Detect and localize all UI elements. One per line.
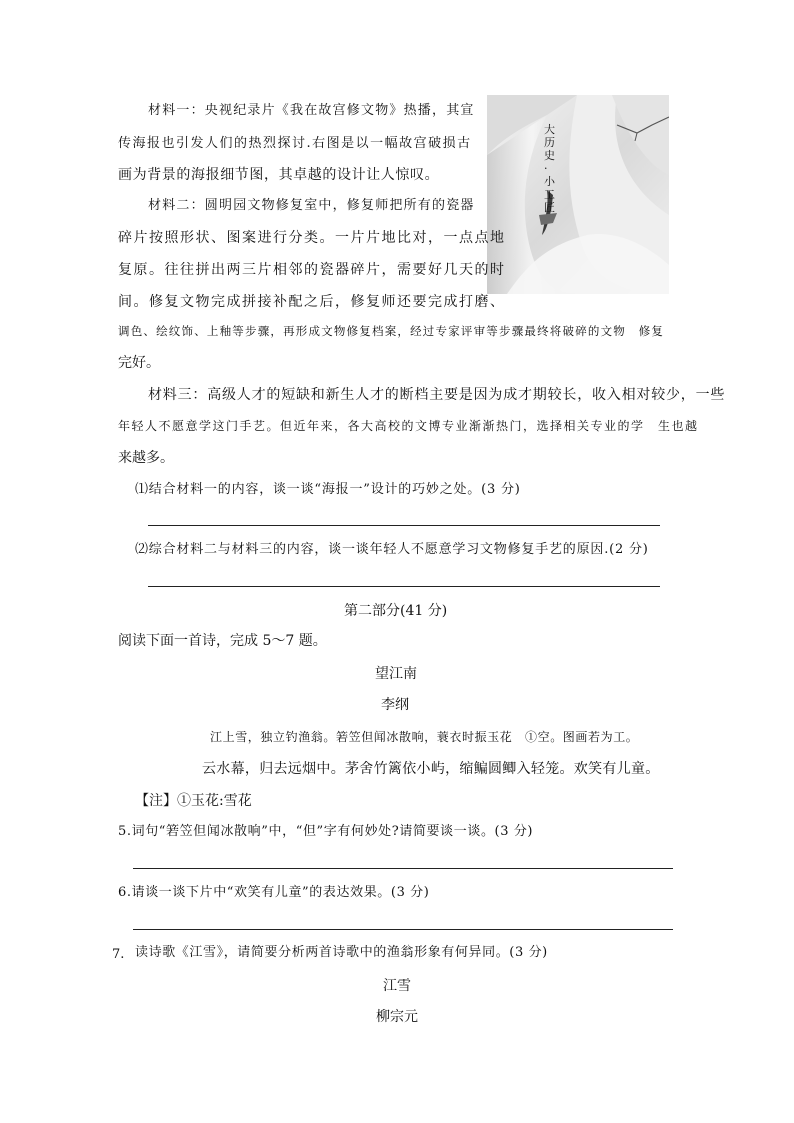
material2-line3: 复原。往往拼出两三片相邻的瓷器碎片，需要好几天的时 bbox=[118, 262, 506, 278]
material1-line3: 画为背景的海报细节图，其卓越的设计让人惊叹。 bbox=[118, 167, 440, 183]
poem2-author: 柳宗元 bbox=[376, 1009, 418, 1025]
poster-label: 大历史·小工匠 bbox=[544, 123, 555, 214]
material2-line1: 材料二：圆明园文物修复室中，修复师把所有的瓷器 bbox=[148, 198, 475, 213]
question-1: ⑴结合材料一的内容，谈一谈“海报一”设计的巧妙之处。(3 分) bbox=[135, 482, 521, 497]
part2-heading: 第二部分(41 分) bbox=[344, 603, 448, 619]
answer-line-q1[interactable] bbox=[148, 525, 660, 526]
poem1-title: 望江南 bbox=[375, 666, 417, 682]
answer-line-q5[interactable] bbox=[133, 868, 673, 869]
material3-line3: 来越多。 bbox=[118, 450, 174, 466]
poem1-line1: 江上雪，独立钓渔翁。箬笠但闻冰散响，蓑衣时振玉花 ①空。图画若为工。 bbox=[210, 730, 639, 744]
material1-line1: 材料一：央视纪录片《我在故宫修文物》热播，其宣 bbox=[148, 103, 475, 118]
material2-line2: 碎片按照形状、图案进行分类。一片片地比对，一点点地 bbox=[118, 230, 506, 246]
material2-line4: 间。修复文物完成拼接补配之后，修复师还要完成打磨、 bbox=[118, 294, 506, 310]
material3-line1: 材料三：高级人才的短缺和新生人才的断档主要是因为成才期较长，收入相对较少，一些 bbox=[148, 387, 726, 403]
question-6: 6.请谈一谈下片中“欢笑有儿童”的表达效果。(3 分) bbox=[118, 885, 430, 900]
part2-intro: 阅读下面一首诗，完成 5～7 题。 bbox=[118, 633, 327, 649]
material1-line2: 传海报也引发人们的热烈探讨.右图是以一幅故宫破损古 bbox=[118, 136, 472, 151]
material2-line5: 调色、绘纹饰、上釉等步骤，再形成文物修复档案，经过专家评审等步骤最终将破碎的文物 修复 bbox=[118, 324, 665, 338]
answer-line-q6[interactable] bbox=[133, 929, 673, 930]
poster-image bbox=[487, 95, 669, 294]
poem1-note: 【注】①玉花:雪花 bbox=[135, 793, 252, 809]
answer-line-q2[interactable] bbox=[148, 586, 660, 587]
question-7-number: 7. bbox=[112, 947, 125, 962]
material2-line6: 完好。 bbox=[118, 355, 160, 371]
poem1-author: 李纲 bbox=[381, 697, 409, 713]
question-2: ⑵综合材料二与材料三的内容，谈一谈年轻人不愿意学习文物修复手艺的原因.(2 分) bbox=[135, 542, 649, 557]
material3-line2: 年轻人不愿意学这门手艺。但近年来，各大高校的文博专业渐渐热门，选择相关专业的学 生也越 bbox=[118, 419, 699, 433]
question-5: 5.词句“箬笠但闻冰散响”中，“但”字有何妙处?请简要谈一谈。(3 分) bbox=[118, 824, 534, 839]
poem1-line2: 云水幕，归去远烟中。茅舍竹篱依小屿，缩鳊圆鲫入轻笼。欢笑有儿童。 bbox=[202, 761, 660, 777]
question-7: 读诗歌《江雪》，请简要分析两首诗歌中的渔翁形象有何异同。(3 分) bbox=[135, 945, 548, 960]
poem2-title: 江雪 bbox=[383, 978, 411, 994]
